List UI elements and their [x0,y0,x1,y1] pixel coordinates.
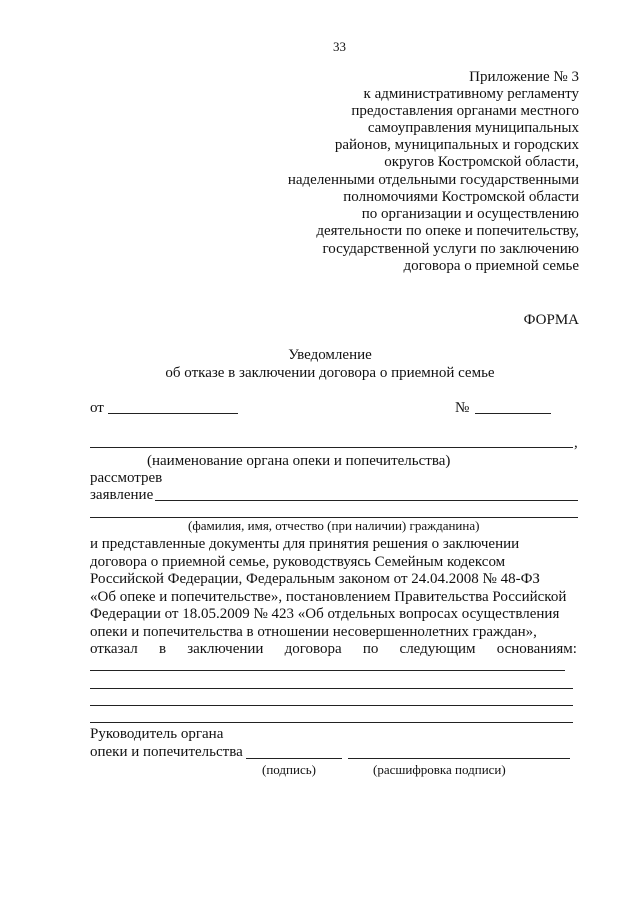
refusal-word: договора [284,641,342,657]
signature-decode-caption: (расшифровка подписи) [373,762,506,777]
number-blank-line [475,413,551,414]
application-label: заявление [90,487,154,503]
number-label: № [455,400,470,416]
appendix-line: наделенными отдельными государственными [287,172,579,188]
signature-blank-line [246,758,342,759]
refusal-word: заключении [187,641,264,657]
form-label: ФОРМА [523,312,579,328]
refusal-word: в [158,641,167,657]
refusal-word: следующим [399,641,476,657]
body-line: опеки и попечительства в отношении несовершеннолетних граждан», [90,624,537,640]
citizen-caption: (фамилия, имя, отчество (при наличии) гражданина) [188,518,480,533]
appendix-line: районов, муниципальных и городских [334,137,579,153]
page-number: 33 [333,39,346,54]
appendix-line: государственной услуги по заключению [322,241,579,257]
appendix-line: по организации и осуществлению [361,206,579,222]
notice-title: Уведомление [288,347,372,363]
organization-caption: (наименование органа опеки и попечительства) [147,453,451,469]
grounds-blank-line [90,688,573,689]
date-blank-line [108,413,238,414]
body-line: Российской Федерации, Федеральным законом от 24.04.2008 № 48-ФЗ [90,571,540,587]
appendix-title: Приложение № 3 [469,69,579,85]
line-end-comma: , [574,435,578,451]
application-blank-line [155,500,578,501]
appendix-line: к административному регламенту [363,86,579,102]
appendix-line: округов Костромской области, [384,154,579,170]
refusal-word: по [362,641,379,657]
body-line: договора о приемной семье, руководствуясь Семейным кодексом [90,554,506,570]
appendix-line: договора о приемной семье [403,258,579,274]
body-line: и представленные документы для принятия решения о заключении [90,536,520,552]
refusal-line [90,640,577,658]
appendix-line: полномочиями Костромской области [343,189,579,205]
signature-decode-blank-line [348,758,570,759]
notice-subtitle: об отказе в заключении договора о приемной семье [165,365,495,381]
from-label: от [90,400,104,416]
appendix-line: самоуправления муниципальных [367,120,579,136]
organization-blank-line [90,447,573,448]
signature-head-line2: опеки и попечительства [90,744,243,760]
signature-head-line1: Руководитель органа [90,726,224,742]
grounds-blank-line [90,722,573,723]
grounds-blank-line [90,705,573,706]
grounds-blank-line [90,670,565,671]
refusal-word: отказал [90,641,138,657]
body-line: Федерации от 18.05.2009 № 423 «Об отдельных вопросах осуществления [90,606,560,622]
appendix-line: предоставления органами местного [351,103,579,119]
body-line: «Об опеке и попечительстве», постановлением Правительства Российской [90,589,567,605]
signature-caption: (подпись) [262,762,316,777]
appendix-line: деятельности по опеке и попечительству, [316,223,579,239]
considered-label: рассмотрев [90,470,163,486]
refusal-word: основаниям: [496,641,577,657]
